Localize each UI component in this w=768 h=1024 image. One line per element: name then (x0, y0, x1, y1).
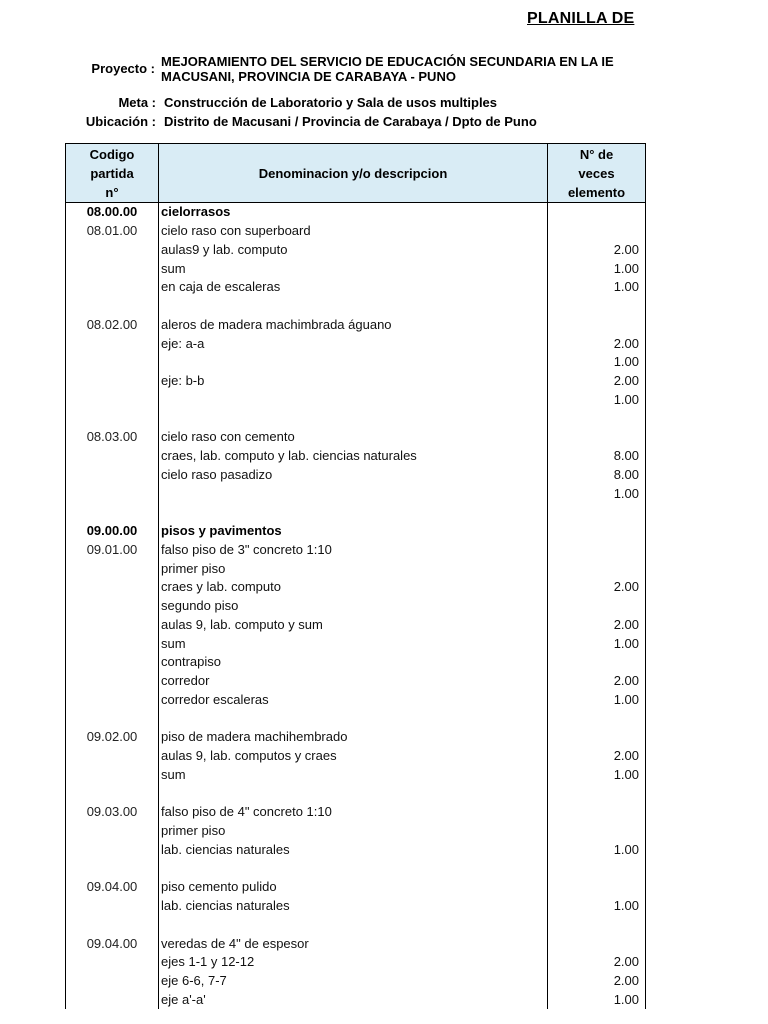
row-code (66, 653, 159, 672)
row-description (159, 484, 548, 503)
row-code (66, 953, 159, 972)
row-veces (548, 784, 646, 803)
row-veces: 1.00 (548, 766, 646, 785)
row-code (66, 691, 159, 710)
row-veces (548, 222, 646, 241)
row-veces: 2.00 (548, 953, 646, 972)
table-header-row (66, 144, 646, 203)
ubicacion-label: Ubicación : (85, 114, 156, 129)
header-descripcion: Denominacion y/o descripcion (159, 144, 548, 203)
row-description: piso de madera machihembrado (159, 728, 548, 747)
row-description: craes, lab. computo y lab. ciencias naturales (159, 447, 548, 466)
row-veces (548, 653, 646, 672)
table-row (66, 653, 646, 672)
row-code (66, 822, 159, 841)
table-row (66, 372, 646, 391)
row-veces: 2.00 (548, 616, 646, 635)
row-veces: 1.00 (548, 841, 646, 860)
row-code (66, 484, 159, 503)
table-row (66, 822, 646, 841)
row-veces (548, 822, 646, 841)
table-row (66, 278, 646, 297)
row-veces (548, 297, 646, 316)
row-description (159, 391, 548, 410)
row-description: aulas9 y lab. computo (159, 241, 548, 260)
header-codigo-line-2: partida (90, 165, 134, 181)
row-description: segundo piso (159, 597, 548, 616)
row-description (159, 409, 548, 428)
row-code (66, 391, 159, 410)
row-code (66, 916, 159, 935)
row-code: 08.01.00 (66, 222, 159, 241)
header-codigo-line-1: Codigo (89, 146, 135, 162)
row-code (66, 597, 159, 616)
row-veces (548, 503, 646, 522)
table-row (66, 222, 646, 241)
row-code (66, 709, 159, 728)
row-veces (548, 878, 646, 897)
row-description (159, 353, 548, 372)
row-description: primer piso (159, 559, 548, 578)
row-code (66, 766, 159, 785)
row-code: 09.00.00 (66, 522, 159, 541)
row-code (66, 466, 159, 485)
table-row (66, 428, 646, 447)
table-row (66, 747, 646, 766)
row-veces (548, 803, 646, 822)
table-row (66, 391, 646, 410)
proyecto-label: Proyecto : (91, 61, 155, 76)
row-description (159, 297, 548, 316)
row-description (159, 709, 548, 728)
row-veces: 2.00 (548, 372, 646, 391)
row-code (66, 859, 159, 878)
table-row (66, 241, 646, 260)
header-veces-line-3: elemento (567, 184, 626, 200)
row-veces (548, 559, 646, 578)
row-veces (548, 428, 646, 447)
proyecto-line-2: MACUSANI, PROVINCIA DE CARABAYA - PUNO (161, 69, 456, 84)
table-row (66, 728, 646, 747)
row-description (159, 859, 548, 878)
document-title: PLANILLA DE (527, 10, 635, 27)
table-row (66, 316, 646, 335)
row-code (66, 334, 159, 353)
row-veces: 1.00 (548, 259, 646, 278)
row-code (66, 672, 159, 691)
row-code (66, 353, 159, 372)
row-veces: 1.00 (548, 278, 646, 297)
table-row (66, 766, 646, 785)
row-code: 08.02.00 (66, 316, 159, 335)
row-veces: 2.00 (548, 334, 646, 353)
row-code: 09.04.00 (66, 934, 159, 953)
row-description: contrapiso (159, 653, 548, 672)
row-code: 09.01.00 (66, 541, 159, 560)
table-row (66, 259, 646, 278)
row-veces (548, 709, 646, 728)
row-description: eje a'-a' (159, 991, 548, 1010)
ubicacion-value: Distrito de Macusani / Provincia de Carabaya / Dpto de Puno (164, 114, 537, 129)
row-code (66, 578, 159, 597)
row-veces (548, 859, 646, 878)
table-row (66, 634, 646, 653)
row-description: piso cemento pulido (159, 878, 548, 897)
row-description: falso piso de 3" concreto 1:10 (159, 541, 548, 560)
table-row (66, 803, 646, 822)
row-description (159, 916, 548, 935)
row-code (66, 991, 159, 1010)
row-description: ejes 1-1 y 12-12 (159, 953, 548, 972)
row-description: pisos y pavimentos (159, 522, 548, 541)
row-description: lab. ciencias naturales (159, 841, 548, 860)
row-code (66, 241, 159, 260)
row-code (66, 278, 159, 297)
row-description: falso piso de 4" concreto 1:10 (159, 803, 548, 822)
row-description: en caja de escaleras (159, 278, 548, 297)
row-code (66, 372, 159, 391)
row-veces: 8.00 (548, 447, 646, 466)
table-row (66, 597, 646, 616)
row-veces: 2.00 (548, 241, 646, 260)
row-code (66, 447, 159, 466)
row-code (66, 841, 159, 860)
meta-value: Construcción de Laboratorio y Sala de usos multiples (164, 95, 498, 110)
meta-label: Meta : (118, 95, 156, 110)
table-row (66, 297, 646, 316)
row-description: corredor escaleras (159, 691, 548, 710)
header-veces-line-2: veces (578, 165, 615, 181)
row-description: veredas de 4" de espesor (159, 934, 548, 953)
row-code (66, 634, 159, 653)
row-description: eje 6-6, 7-7 (159, 972, 548, 991)
row-code: 09.03.00 (66, 803, 159, 822)
row-veces: 1.00 (548, 691, 646, 710)
header-veces-line-1: N° de (579, 146, 614, 162)
table-row (66, 578, 646, 597)
planilla-table (65, 143, 646, 1009)
row-description: eje: b-b (159, 372, 548, 391)
row-description (159, 784, 548, 803)
row-code: 09.02.00 (66, 728, 159, 747)
row-veces: 1.00 (548, 484, 646, 503)
table-row (66, 559, 646, 578)
row-code: 08.00.00 (66, 203, 159, 222)
table-row (66, 878, 646, 897)
table-row (66, 709, 646, 728)
row-description: cielo raso pasadizo (159, 466, 548, 485)
row-veces (548, 541, 646, 560)
row-code (66, 409, 159, 428)
row-description: cielorrasos (159, 203, 548, 222)
table-row (66, 353, 646, 372)
proyecto-value (161, 54, 614, 84)
row-code (66, 559, 159, 578)
row-veces (548, 597, 646, 616)
row-code (66, 972, 159, 991)
table-body (66, 203, 646, 1010)
row-veces: 2.00 (548, 672, 646, 691)
table-row (66, 409, 646, 428)
row-veces (548, 916, 646, 935)
row-code (66, 897, 159, 916)
row-code (66, 747, 159, 766)
row-veces (548, 522, 646, 541)
row-code (66, 503, 159, 522)
row-description: aulas 9, lab. computo y sum (159, 616, 548, 635)
table-row (66, 484, 646, 503)
table-row (66, 953, 646, 972)
header-veces (548, 144, 646, 203)
row-veces: 8.00 (548, 466, 646, 485)
table-row (66, 897, 646, 916)
row-description: sum (159, 259, 548, 278)
row-description: cielo raso con superboard (159, 222, 548, 241)
table-row (66, 503, 646, 522)
table-row (66, 522, 646, 541)
table-row (66, 841, 646, 860)
row-code: 09.04.00 (66, 878, 159, 897)
row-veces (548, 934, 646, 953)
table-row (66, 334, 646, 353)
row-veces: 1.00 (548, 634, 646, 653)
row-description: aleros de madera machimbrada águano (159, 316, 548, 335)
row-description: cielo raso con cemento (159, 428, 548, 447)
row-description: craes y lab. computo (159, 578, 548, 597)
row-code (66, 616, 159, 635)
row-veces: 1.00 (548, 353, 646, 372)
table-row (66, 466, 646, 485)
row-description: lab. ciencias naturales (159, 897, 548, 916)
row-description (159, 503, 548, 522)
row-veces: 2.00 (548, 578, 646, 597)
row-description: aulas 9, lab. computos y craes (159, 747, 548, 766)
row-code (66, 259, 159, 278)
table-row (66, 541, 646, 560)
row-description: sum (159, 634, 548, 653)
row-code: 08.03.00 (66, 428, 159, 447)
row-code (66, 784, 159, 803)
table-row (66, 691, 646, 710)
row-description: primer piso (159, 822, 548, 841)
table-row (66, 934, 646, 953)
row-veces (548, 728, 646, 747)
table-row (66, 672, 646, 691)
row-code (66, 297, 159, 316)
header-codigo (66, 144, 159, 203)
row-veces: 1.00 (548, 897, 646, 916)
table-row (66, 784, 646, 803)
table-row (66, 972, 646, 991)
row-description: corredor (159, 672, 548, 691)
table-row (66, 916, 646, 935)
header-codigo-line-3: n° (105, 184, 119, 200)
row-description: sum (159, 766, 548, 785)
table-row (66, 991, 646, 1010)
row-veces: 1.00 (548, 991, 646, 1010)
row-veces: 2.00 (548, 747, 646, 766)
proyecto-line-1: MEJORAMIENTO DEL SERVICIO DE EDUCACIÓN SECUNDARIA EN LA IE (161, 54, 614, 69)
row-veces (548, 316, 646, 335)
table-row (66, 616, 646, 635)
row-veces (548, 409, 646, 428)
table-row (66, 203, 646, 222)
row-veces: 1.00 (548, 391, 646, 410)
row-description: eje: a-a (159, 334, 548, 353)
row-veces: 2.00 (548, 972, 646, 991)
table-row (66, 859, 646, 878)
table-row (66, 447, 646, 466)
row-veces (548, 203, 646, 222)
